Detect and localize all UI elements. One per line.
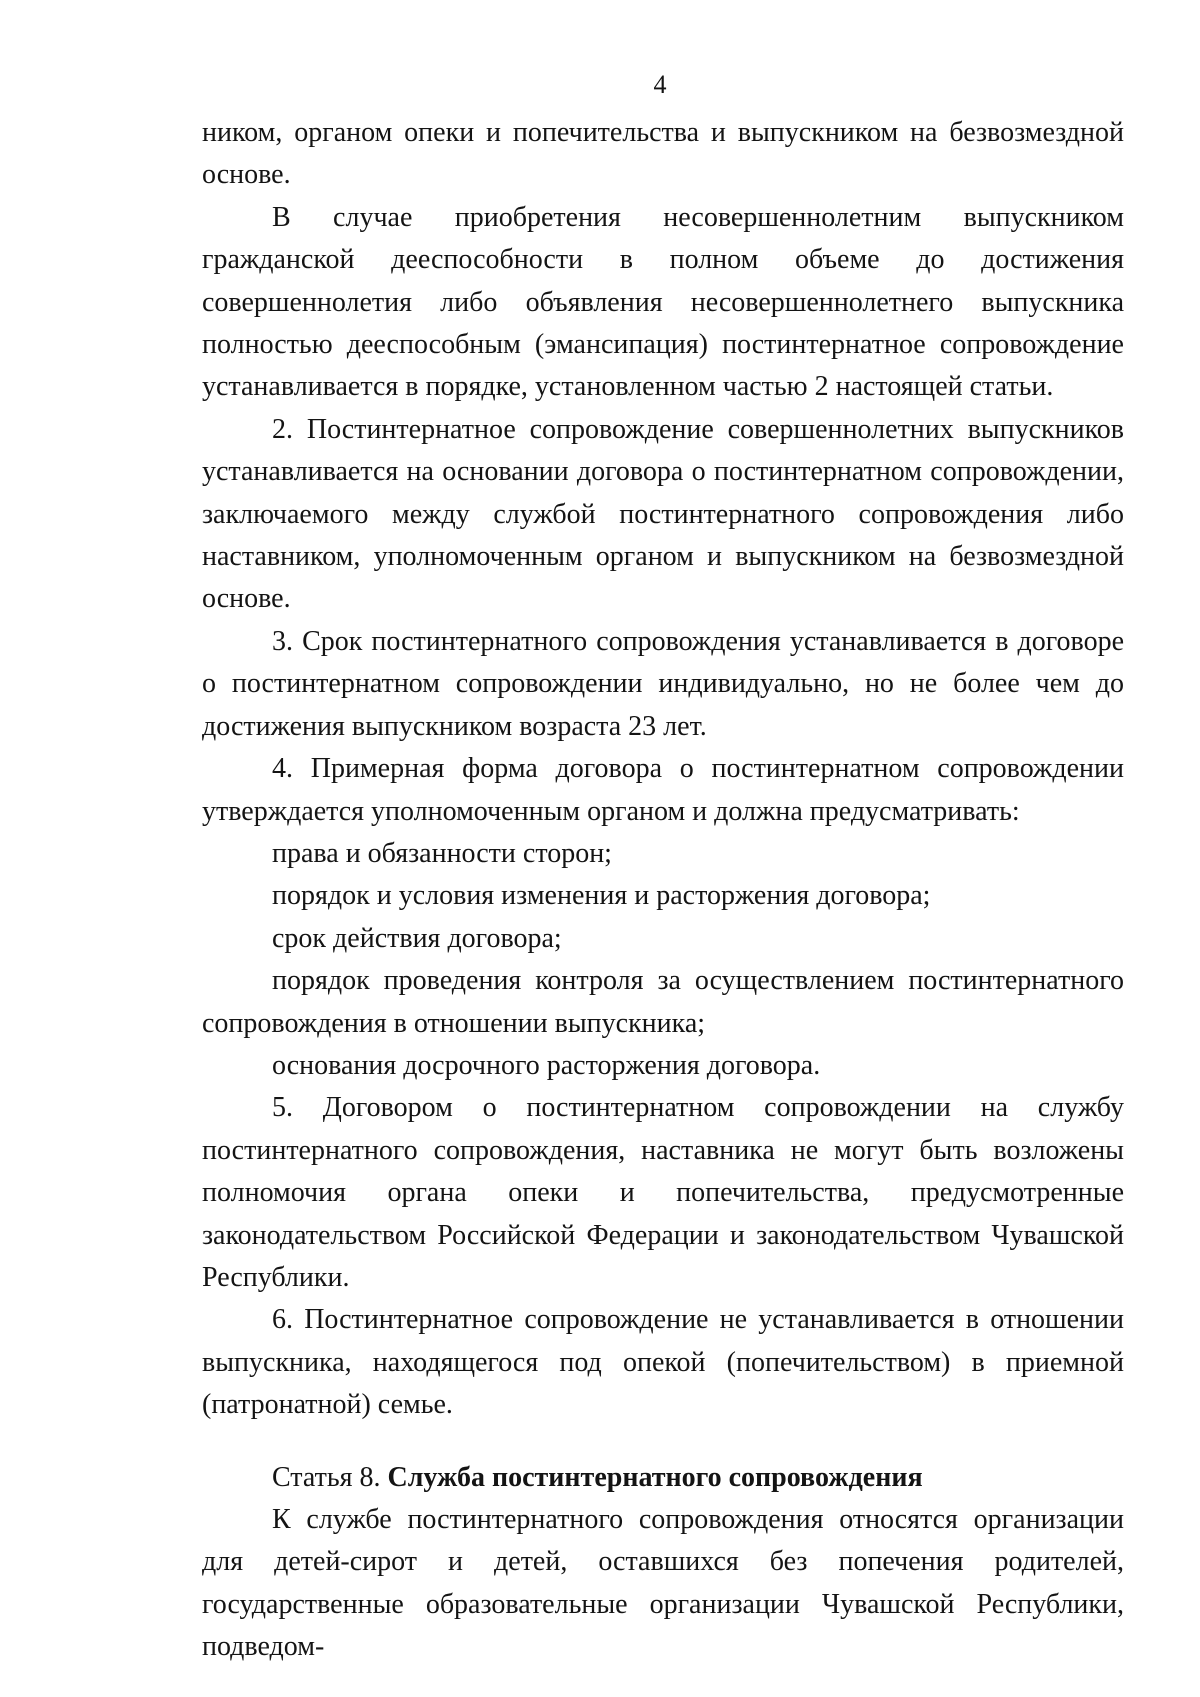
paragraph-item-3: 3. Срок постинтернатного сопровождения устанавливается в договоре о постинтернатном сопровождении индивидуально, но не более чем до достижения выпускником возраста 23 лет. (202, 625, 1124, 742)
list-item: права и обязанности сторон; (272, 837, 612, 869)
paragraph-continuation: ником, органом опеки и попечительства и выпускником на безвозмездной основе. (202, 117, 1124, 191)
paragraph-emancipation: В случае приобретения несовершеннолетним выпускником гражданской дееспособности в полном объеме до достижения совершеннолетия либо объявления несовершеннолетнего выпускника полностью дееспособным (эмансипация) постинтернатное сопровождение устанавливается в порядке, установленном частью 2 настоящей статьи. (202, 201, 1124, 403)
article-paragraph: К службе постинтернатного сопровождения относятся организации для детей-сирот и детей, оставшихся без попечения родителей, государственные образовательные организации Чувашской Республики, подведом- (202, 1504, 1124, 1663)
paragraph-item-2: 2. Постинтернатное сопровождение совершеннолетних выпускников устанавливается на основании договора о постинтернатном сопровождении, заключаемого между службой постинтернатного сопровождения либо наставником, уполномоченным органом и выпускником на безвозмездной основе. (202, 413, 1124, 615)
list-item: порядок и условия изменения и расторжения договора; (272, 880, 931, 912)
list-item: порядок проведения контроля за осуществлением постинтернатного сопровождения в отношении выпускника; (202, 965, 1124, 1039)
paragraph-item-6: 6. Постинтернатное сопровождение не устанавливается в отношении выпускника, находящегося под опекой (попечительством) в приемной (патронатной) семье. (202, 1304, 1124, 1421)
page-number: 4 (653, 70, 667, 99)
article-heading-prefix: Статья 8. (272, 1461, 388, 1493)
article-heading-title: Служба постинтернатного сопровождения (387, 1461, 923, 1493)
list-item: срок действия договора; (272, 922, 562, 954)
document-body (202, 112, 1124, 1669)
paragraph-item-4: 4. Примерная форма договора о постинтернатном сопровождении утверждается уполномоченным органом и должна предусматривать: (202, 753, 1124, 827)
article-heading (202, 1457, 1124, 1499)
paragraph-item-5: 5. Договором о постинтернатном сопровождении на службу постинтернатного сопровождения, наставника не могут быть возложены полномочия органа опеки и попечительства, предусмотренные законодательством Российской Федерации и законодательством Чувашской Республики. (202, 1092, 1124, 1293)
list-item: основания досрочного расторжения договора. (272, 1049, 821, 1081)
